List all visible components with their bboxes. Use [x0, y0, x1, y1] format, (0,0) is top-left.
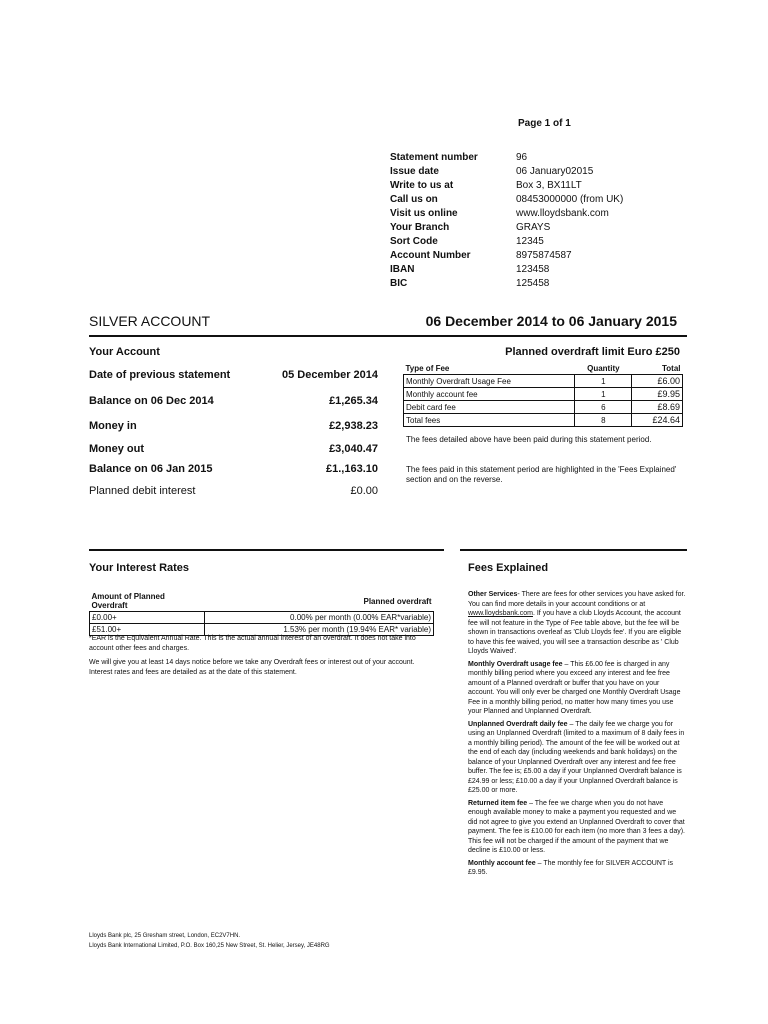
account-value: £3,040.47: [329, 443, 378, 455]
overdraft-usage-text: – This £6.00 fee is charged in any monthly billing period where you exceed any interest and fee free amount of a Planned overdraft or buffer that you have on your account. You will only ever be charged one Monthly Overdraft Usage Fee in a monthly billing period, no matter how many times you use your Planned and Unplanned Overdraft.: [468, 660, 681, 715]
overdraft-limit-title: Planned overdraft limit Euro £250: [505, 346, 680, 358]
detail-value: 123458: [516, 264, 550, 275]
rates-table-header: [90, 591, 434, 612]
overdraft-rate: 1.53% per month (19.94% EAR* variable): [205, 624, 434, 636]
account-row-debit-interest: [89, 485, 378, 497]
statement-period: 06 December 2014 to 06 January 2015: [425, 313, 677, 329]
detail-label: BIC: [390, 278, 408, 289]
fee-quantity: 8: [575, 414, 632, 427]
monthly-account-paragraph: [468, 859, 686, 878]
account-row-money-out: [89, 443, 378, 455]
account-value: 05 December 2014: [281, 369, 378, 381]
detail-value: www.lloydsbank.com: [516, 208, 609, 219]
column-header-total: Total: [632, 363, 683, 375]
account-name: SILVER ACCOUNT: [89, 313, 211, 329]
detail-label: Statement number: [390, 152, 478, 163]
account-label: Money out: [89, 443, 144, 455]
table-row: [90, 612, 434, 624]
fee-total: £8.69: [632, 401, 683, 414]
other-services-text-cont: . If you have a club Lloyds Account, the account fee will not feature in the Type of Fee table above, but the fee will be shown in transactions overleaf as 'Club Lloyds fee'. If you are eligible to have this fee waived, you will see a transaction describe as ' Club Lloyds Waived'.: [468, 610, 682, 655]
detail-value: 8975874587: [516, 250, 572, 261]
detail-label: Call us on: [390, 194, 438, 205]
overdraft-rate: 0.00% per month (0.00% EAR*variable): [205, 612, 434, 624]
account-row-money-in: [89, 420, 378, 432]
interest-rates-table: [89, 591, 434, 636]
unplanned-overdraft-paragraph: [468, 720, 686, 796]
detail-row-bic: [390, 277, 623, 291]
account-value: £2,938.23: [329, 420, 378, 432]
account-value: £1,265.34: [329, 395, 378, 407]
fee-type: Debit card fee: [404, 401, 575, 414]
detail-value: 06 January02015: [516, 166, 594, 177]
other-services-heading: Other Services: [468, 591, 518, 598]
fees-explained-body: [468, 590, 686, 881]
interest-rates-title: Your Interest Rates: [89, 562, 190, 574]
fees-table-header: [404, 363, 683, 375]
fee-quantity: 6: [575, 401, 632, 414]
account-value: £0.00: [350, 485, 378, 497]
overdraft-amount: £51.00+: [90, 624, 205, 636]
column-header-type: Type of Fee: [404, 363, 575, 375]
detail-label: Your Branch: [390, 222, 450, 233]
detail-label: Write to us at: [390, 180, 454, 191]
divider: [89, 549, 444, 551]
detail-row-iban: [390, 263, 623, 277]
detail-row-branch: [390, 221, 623, 235]
detail-value: 125458: [516, 278, 550, 289]
unplanned-overdraft-text: – The daily fee we charge you for using an Unplanned Overdraft (limited to a maximum of 8 daily fees in a monthly billing period). The amount of the fee will be worked out at the end of each day (including weekends and bank holidays) on the balance of your Unplanned Overdraft over any interest and fee free buffer. The fee is; £5.00 a day if your Unplanned Overdraft balance is £24.99 or less; £10.00 a day if your Unplanned Overdraft balance is £25.00 or more.: [468, 720, 685, 794]
detail-label: Sort Code: [390, 236, 438, 247]
column-header-rate: Planned overdraft: [205, 591, 434, 612]
divider: [460, 549, 687, 551]
detail-label: Visit us online: [390, 208, 458, 219]
fee-total: £24.64: [632, 414, 683, 427]
other-services-text: - There are fees for other services you have asked for. You can find more details in your account conditions or at: [468, 591, 686, 608]
column-header-amount: Amount of Planned Overdraft: [90, 591, 205, 612]
fees-paid-note: The fees detailed above have been paid during this statement period.: [406, 435, 652, 444]
statement-header: [89, 313, 687, 337]
detail-row-write-to: [390, 179, 623, 193]
returned-item-paragraph: [468, 799, 686, 856]
fee-total: £9.95: [632, 388, 683, 401]
unplanned-overdraft-heading: Unplanned Overdraft daily fee: [468, 720, 568, 728]
table-row: [404, 388, 683, 401]
detail-label: IBAN: [390, 264, 415, 275]
detail-row-statement-number: [390, 151, 623, 165]
account-label: Date of previous statement: [89, 369, 231, 381]
account-row-opening-balance: [89, 395, 378, 407]
detail-value: 96: [516, 152, 528, 163]
column-header-quantity: Quantity: [575, 363, 632, 375]
fee-quantity: 1: [575, 388, 632, 401]
account-row-closing-balance: [89, 463, 378, 475]
footer: [89, 931, 330, 951]
fee-type: Monthly Overdraft Usage Fee: [404, 375, 575, 388]
account-label: Balance on 06 Jan 2015: [89, 463, 213, 475]
fees-highlighted-note: The fees paid in this statement period are highlighted in the 'Fees Explained' section and on the reverse.: [406, 465, 677, 484]
account-label: Money in: [89, 420, 137, 432]
lloyds-website-link[interactable]: www.lloydsbank.com: [468, 610, 533, 617]
detail-label: Account Number: [390, 250, 471, 261]
overdraft-usage-heading: Monthly Overdraft usage fee: [468, 660, 563, 668]
table-row: [404, 401, 683, 414]
monthly-account-text: – The monthly fee for SILVER ACCOUNT is £9.95.: [468, 859, 674, 876]
returned-item-text: – The fee we charge when you do not have enough available money to make a payment you requested and we did not agree to give you extend an Unplanned Overdraft to cover that payment. The fee is £10.00 for each item (no more than 3 fees a day). This fee will not be charged if the amount of the payment that we decline is £10.00 or less.: [468, 799, 685, 854]
notice-note: We will give you at least 14 days notice before we take any Overdraft fees or interest out of your account. Interest rates and fees are detailed as at the date of this statement.: [89, 659, 415, 676]
detail-row-sort-code: [390, 235, 623, 249]
overdraft-usage-paragraph: [468, 660, 686, 717]
detail-label: Issue date: [390, 166, 439, 177]
fee-type: Monthly account fee: [404, 388, 575, 401]
account-row-previous-statement: [89, 369, 378, 381]
account-label: Planned debit interest: [89, 485, 196, 497]
your-account-title: Your Account: [89, 346, 160, 358]
page-number: Page 1 of 1: [518, 118, 571, 129]
overdraft-amount: £0.00+: [90, 612, 205, 624]
detail-value: 08453000000 (from UK): [516, 194, 624, 205]
ear-note: *EAR is the Equivalent Annual Rate. This is the actual annual interest of an overdraft. It does not take into account other fees and charges.: [89, 635, 416, 652]
account-label: Balance on 06 Dec 2014: [89, 395, 214, 407]
returned-item-heading: Returned item fee: [468, 799, 528, 807]
detail-value: Box 3, BX11LT: [516, 180, 582, 191]
table-row: [404, 414, 683, 427]
footer-line-2: Lloyds Bank International Limited, P.O. Box 160,25 New Street, St. Helier, Jersey, JE48RG: [89, 943, 330, 949]
monthly-account-heading: Monthly account fee: [468, 859, 536, 867]
detail-row-call-us: [390, 193, 623, 207]
statement-details: [390, 151, 623, 291]
detail-row-account-number: [390, 249, 623, 263]
other-services-paragraph: [468, 590, 686, 657]
fee-quantity: 1: [575, 375, 632, 388]
detail-value: GRAYS: [516, 222, 551, 233]
fee-type: Total fees: [404, 414, 575, 427]
account-value: £1.,163.10: [326, 463, 378, 475]
fees-explained-title: Fees Explained: [468, 562, 549, 574]
detail-row-issue-date: [390, 165, 623, 179]
detail-row-visit-online: [390, 207, 623, 221]
fees-table: [403, 363, 683, 427]
detail-value: 12345: [516, 236, 544, 247]
table-row: [404, 375, 683, 388]
fee-total: £6.00: [632, 375, 683, 388]
footer-line-1: Lloyds Bank plc, 25 Gresham street, London, EC2V7HN.: [89, 933, 241, 939]
